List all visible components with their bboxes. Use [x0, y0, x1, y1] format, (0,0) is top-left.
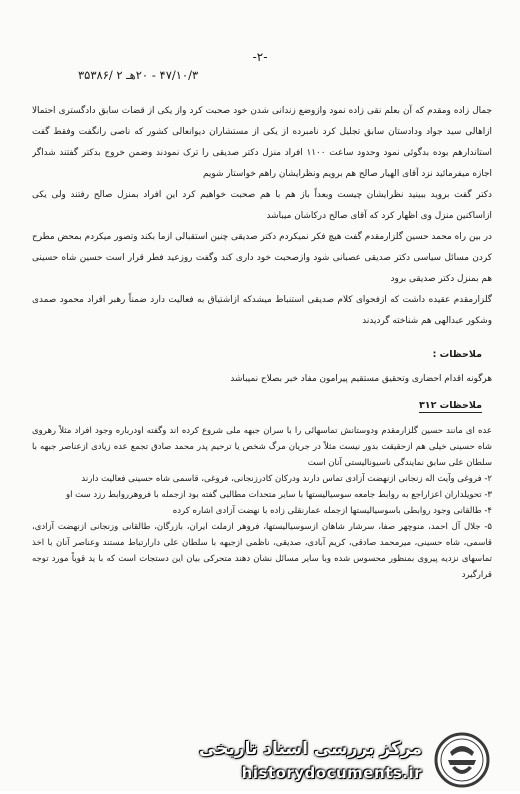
remarks-312-body [32, 423, 492, 673]
paragraph: جمال زاده ومقدم که آن بعلم نقی زاده نمود وازوضع زندانی شدن خود صحبت کرد واز یکی از قضات سابق دادگستری احتمالا ازاهالی سید جواد ودادستان سابق تجلیل کرد نامبرده از یکی از مستشاران دیوانعالی کشور که ناصی رانگفت وفقط گفت استاندارهم بوده بدگوئی نمود وحدود ساعت ۱۱۰۰ افراد منزل دکتر صدیقی را ترک نمودند وضمن خروج بدکتر گفتند شداگر اجازه میفرمائید نزد آقای الهیار صالح هم برویم ونظرایشان راهم خواستار شویم [32, 106, 492, 179]
list-item: ۲- فروغی وآیت اله زنجانی ازنهضت آزادی تماس دارند ودرکان کادرزنجانی، فروغی، قاسمی شاه حسینی فعالیت دارند [81, 474, 492, 484]
reference-number: ۴۷/۱۰/۳ - ۲۰هـ ۲ /۳۵۳۸۶ [78, 68, 199, 82]
page-number: -۲- [252, 50, 268, 64]
paragraph: در بین راه محمد حسین گلزارمقدم گفت هیچ فکر نمیکردم دکتر صدیقی چنین استقبالی ازما بکند وتصور میکردم بمحض مطرح کردن مسائل سیاسی دکتر صدیقی عصبانی شود وازصحبت خود داری کند وگفت روزعید فطر قرار است حسین شاه حسینی هم بمنزل دکتر صدیقی برود [32, 232, 492, 284]
paragraph: گلزارمقدم عقیده داشت که ازفحوای کلام صدیقی استنباط میشدکه ازاشتیاق به فعالیت دارد ضمناً رهبر افراد محمود صمدی وشکور عبدالهی هم شناخته گردیدند [32, 295, 492, 326]
archive-logo-icon [432, 730, 492, 790]
remarks-heading: ملاحظات : [432, 349, 482, 360]
watermark-brand: مرکز بررسی اسناد تاریخی [199, 739, 422, 759]
paragraph: دکتر گفت بروید ببینید نظرایشان چیست وبعداً باز هم با هم صحبت خواهیم کرد این افراد بمنزل صالح رفتند ولی یکی ازاساکنین منزل وی اظهار کرد که آقای صالح درکاشان میباشد [32, 190, 492, 221]
list-item: ۵- جلال آل احمد، منوچهر صفا، سرشار شاهان ازسوسیالیستها، فروهر ازملت ایران، بازرگان، طالقانی وزنجانی ازنهضت آزادی، قاسمی، شاه حسینی، میرمحمد صادقی، کریم آبادی، صدیقی، ناظمی ازجبهه با سلطان علی دارارتباط مستند وعناصر آنان با اخذ تماسهای نزدیه پیروی بمنظور محسوس شده وبا سایر مسائل نشان دهند متحرکی بیان این دستجات است که با ید قویاً مورد توجه قرارگیرد [32, 522, 492, 580]
remarks-text: هرگونه اقدام احضاری وتحقیق مستقیم پیرامون مفاد خبر بصلاح نمیباشد [230, 374, 492, 384]
list-item: ۳- تحویلداران اعزاراجع به روابط جامعه سوسیالیستها با سایر متحدات مطالبی گفته بود ازجمله با فروهرروابط رزد ست او [66, 490, 492, 500]
list-item: ۴- طالقانی وجود روابطی باسوسیالیستها ازجمله عمارنقلی زاده با نهضت آزادی اشاره کرده [172, 506, 492, 516]
remarks-312-heading: ملاحظات ۳۱۲ [418, 400, 482, 411]
watermark-site: historydocuments.ir [241, 764, 422, 782]
list-item: عده ای مانند حسین گلزارمقدم ودوستانش تماسهائی را با سران جبهه ملی شروع کرده اند وگفته اودرباره وجود افراد مثلاً رهروی شاه حسینی خیلی هم ازحقیقت بدور نیست مثلاً در جریان مرگ شخص یا ترحیم پدر محمد صادق تجمع عده زیادی ازعناصر جبهه با سلطان علی سابق نمایندگی ناسیونالیستی آنان است [32, 426, 492, 468]
